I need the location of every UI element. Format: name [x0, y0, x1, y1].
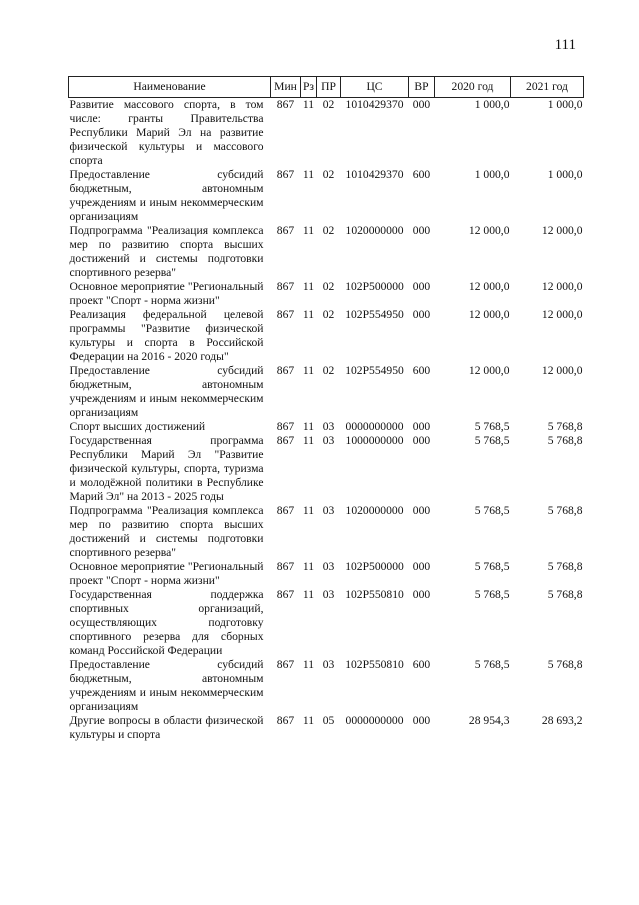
cell-y2020: 5 768,5	[474, 420, 510, 433]
cell-min: 867	[276, 588, 295, 601]
table-row	[69, 308, 584, 364]
cell-y2020: 5 768,5	[474, 434, 510, 447]
cell-cs: 102Р554950	[345, 308, 404, 321]
cell-pr: 05	[322, 714, 335, 727]
cell-rz: 11	[302, 420, 315, 433]
cell-cs: 102Р500000	[345, 280, 404, 293]
table-row	[69, 504, 584, 560]
cell-name: Другие вопросы в области физической культуры и спорта	[69, 714, 264, 741]
cell-rz: 11	[302, 308, 315, 321]
cell-cs: 1010429370	[345, 98, 404, 111]
table-row	[69, 98, 584, 169]
header-min: Мин	[271, 77, 301, 98]
header-name: Наименование	[69, 77, 271, 98]
header-vr: ВР	[409, 77, 435, 98]
page-number: 111	[554, 37, 576, 53]
cell-y2021: 12 000,0	[541, 224, 583, 237]
table-row	[69, 434, 584, 504]
cell-pr: 02	[322, 168, 335, 181]
cell-name: Предоставление субсидий бюджетным, автономным учреждениям и иным некоммерческим организациям	[69, 364, 264, 419]
cell-cs: 1020000000	[345, 224, 404, 237]
cell-cs: 102Р500000	[345, 560, 404, 573]
cell-vr: 000	[412, 588, 431, 601]
cell-y2021: 5 768,8	[547, 420, 583, 433]
cell-pr: 03	[322, 560, 335, 573]
cell-y2020: 5 768,5	[474, 588, 510, 601]
cell-min: 867	[276, 168, 295, 181]
cell-min: 867	[276, 434, 295, 447]
table-row	[69, 224, 584, 280]
cell-min: 867	[276, 364, 295, 377]
table-row	[69, 588, 584, 658]
cell-vr: 000	[412, 504, 431, 517]
cell-cs: 102Р550810	[345, 658, 404, 671]
cell-rz: 11	[302, 560, 315, 573]
cell-min: 867	[276, 98, 295, 111]
cell-pr: 03	[322, 504, 335, 517]
cell-rz: 11	[302, 434, 315, 447]
cell-pr: 02	[322, 364, 335, 377]
cell-cs: 0000000000	[345, 714, 404, 727]
cell-y2021: 12 000,0	[541, 308, 583, 321]
cell-cs: 1020000000	[345, 504, 404, 517]
cell-pr: 03	[322, 588, 335, 601]
cell-y2021: 5 768,8	[547, 434, 583, 447]
cell-rz: 11	[302, 714, 315, 727]
cell-y2021: 12 000,0	[541, 364, 583, 377]
cell-y2021: 5 768,8	[547, 504, 583, 517]
cell-name: Предоставление субсидий бюджетным, автономным учреждениям и иным некоммерческим организациям	[69, 658, 264, 713]
cell-y2020: 1 000,0	[474, 168, 510, 181]
cell-min: 867	[276, 224, 295, 237]
cell-y2021: 5 768,8	[547, 560, 583, 573]
cell-pr: 03	[322, 420, 335, 433]
cell-y2021: 5 768,8	[547, 658, 583, 671]
table-row	[69, 420, 584, 434]
cell-rz: 11	[302, 224, 315, 237]
cell-name: Подпрограмма "Реализация комплекса мер по развитию спорта высших достижений и системы подготовки спортивного резерва"	[69, 504, 264, 559]
table-row	[69, 714, 584, 742]
cell-rz: 11	[302, 588, 315, 601]
cell-name: Основное мероприятие "Региональный проект "Спорт - норма жизни"	[69, 560, 264, 587]
cell-rz: 11	[302, 280, 315, 293]
cell-cs: 1000000000	[345, 434, 404, 447]
cell-pr: 02	[322, 98, 335, 111]
budget-table	[68, 76, 584, 742]
cell-pr: 02	[322, 224, 335, 237]
cell-name: Спорт высших достижений	[69, 420, 206, 433]
cell-min: 867	[276, 714, 295, 727]
cell-cs: 0000000000	[345, 420, 404, 433]
cell-vr: 000	[412, 280, 431, 293]
cell-cs: 102Р554950	[345, 364, 404, 377]
cell-vr: 600	[412, 364, 431, 377]
cell-vr: 000	[412, 714, 431, 727]
cell-min: 867	[276, 308, 295, 321]
cell-vr: 000	[412, 224, 431, 237]
cell-vr: 600	[412, 658, 431, 671]
table-header	[69, 77, 584, 98]
cell-y2020: 1 000,0	[474, 98, 510, 111]
cell-name: Подпрограмма "Реализация комплекса мер по развитию спорта высших достижений и системы подготовки спортивного резерва"	[69, 224, 264, 279]
cell-y2020: 12 000,0	[468, 308, 510, 321]
cell-name: Развитие массового спорта, в том числе: гранты Правительства Республики Марий Эл на развитие физической культуры и массового спорта	[69, 98, 264, 167]
cell-y2020: 28 954,3	[468, 714, 510, 727]
table-row	[69, 560, 584, 588]
cell-y2020: 12 000,0	[468, 364, 510, 377]
cell-rz: 11	[302, 658, 315, 671]
cell-pr: 02	[322, 308, 335, 321]
cell-vr: 000	[412, 98, 431, 111]
table-row	[69, 658, 584, 714]
cell-y2021: 12 000,0	[541, 280, 583, 293]
cell-min: 867	[276, 280, 295, 293]
cell-vr: 000	[412, 434, 431, 447]
cell-cs: 1010429370	[345, 168, 404, 181]
cell-min: 867	[276, 504, 295, 517]
cell-y2020: 12 000,0	[468, 280, 510, 293]
cell-vr: 000	[412, 420, 431, 433]
header-pr: ПР	[317, 77, 341, 98]
cell-vr: 600	[412, 168, 431, 181]
header-2021: 2021 год	[511, 77, 584, 98]
cell-vr: 000	[412, 560, 431, 573]
cell-y2020: 5 768,5	[474, 504, 510, 517]
cell-y2020: 5 768,5	[474, 560, 510, 573]
cell-rz: 11	[302, 504, 315, 517]
cell-min: 867	[276, 560, 295, 573]
cell-name: Государственная программа Республики Марий Эл "Развитие физической культуры, спорта, туризма и молодёжной политики в Республике Марий Эл" на 2013 - 2025 годы	[69, 434, 264, 503]
cell-y2020: 12 000,0	[468, 224, 510, 237]
cell-name: Государственная поддержка спортивных организаций, осуществляющих подготовку спортивного резерва для сборных команд Российской Федерации	[69, 588, 264, 657]
cell-name: Предоставление субсидий бюджетным, автономным учреждениям и иным некоммерческим организациям	[69, 168, 264, 223]
header-2020: 2020 год	[435, 77, 511, 98]
cell-name: Основное мероприятие "Региональный проект "Спорт - норма жизни"	[69, 280, 264, 307]
table-body	[69, 98, 584, 743]
cell-y2021: 1 000,0	[547, 168, 583, 181]
cell-y2021: 5 768,8	[547, 588, 583, 601]
cell-pr: 02	[322, 280, 335, 293]
cell-pr: 03	[322, 658, 335, 671]
header-rz: Рз	[301, 77, 317, 98]
cell-rz: 11	[302, 364, 315, 377]
cell-rz: 11	[302, 98, 315, 111]
cell-min: 867	[276, 420, 295, 433]
cell-vr: 000	[412, 308, 431, 321]
table-row	[69, 280, 584, 308]
table-row	[69, 168, 584, 224]
table-row	[69, 364, 584, 420]
cell-name: Реализация федеральной целевой программы "Развитие физической культуры и спорта в Российской Федерации на 2016 - 2020 годы"	[69, 308, 264, 363]
cell-cs: 102Р550810	[345, 588, 404, 601]
cell-y2020: 5 768,5	[474, 658, 510, 671]
cell-min: 867	[276, 658, 295, 671]
cell-rz: 11	[302, 168, 315, 181]
cell-y2021: 28 693,2	[541, 714, 583, 727]
header-cs: ЦС	[341, 77, 409, 98]
cell-pr: 03	[322, 434, 335, 447]
cell-y2021: 1 000,0	[547, 98, 583, 111]
